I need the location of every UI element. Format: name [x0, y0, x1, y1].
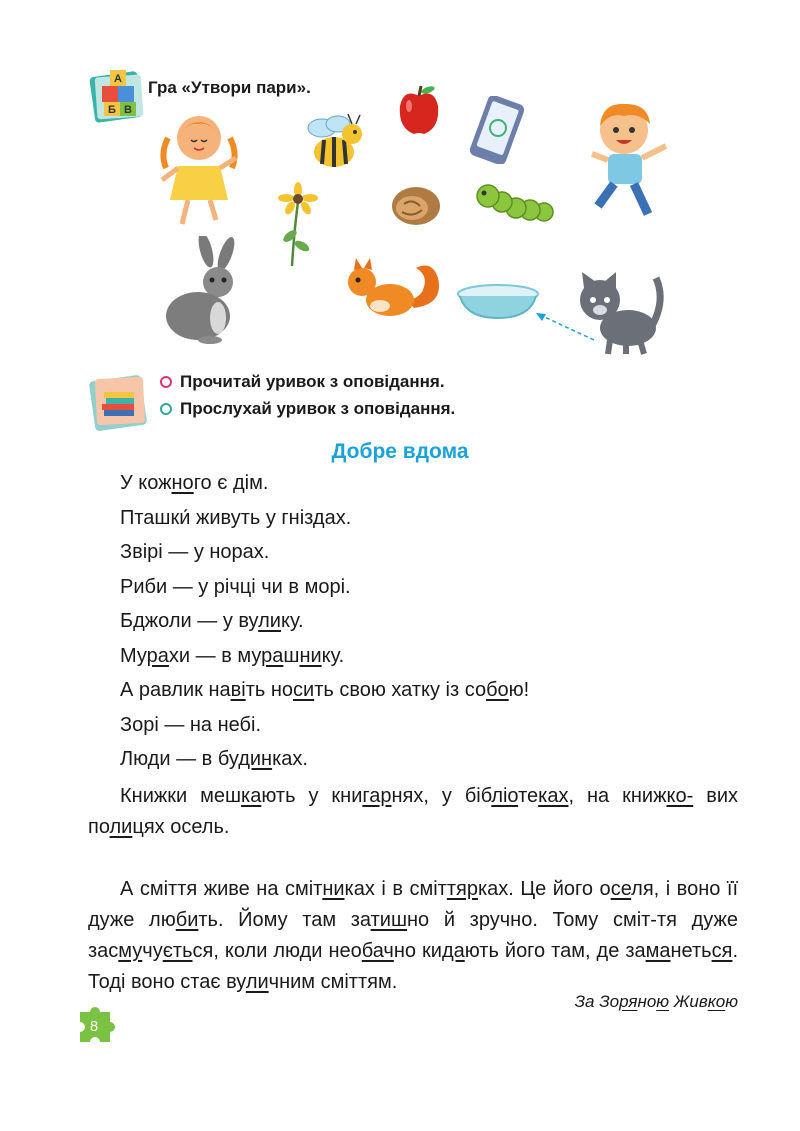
story-line: Звірі — у норах.	[120, 541, 270, 563]
boy-illustration	[588, 96, 670, 218]
story-author: За Зоряною Живкою	[574, 992, 738, 1011]
task-listen	[160, 399, 455, 419]
cat-illustration	[574, 270, 666, 356]
squirrel-illustration	[344, 254, 444, 324]
caterpillar-illustration	[474, 180, 558, 226]
story-line: Мурахи — в мурашнику.	[120, 644, 345, 667]
pink-bullet-icon	[160, 376, 172, 388]
svg-text:В: В	[124, 104, 132, 116]
story-title: Добре вдома	[331, 440, 469, 463]
apple-illustration	[396, 84, 442, 136]
teal-bullet-icon	[160, 403, 172, 415]
page-number: 8	[89, 1018, 99, 1035]
story-line: Люди — в будинках.	[120, 748, 308, 770]
flower-illustration	[276, 182, 328, 268]
story-line: Риби — у річці чи в морі.	[120, 575, 351, 598]
paragraph-trash: А сміття живе на смітниках і в сміттярках. Це його оселя, і воно її дуже любить. Йому там затишно й зручно. Тому сміт-тя дуже засмучується, коли люди необачно кидають його там, де заманеться. Тоді воно стає вуличним сміттям.	[88, 878, 738, 993]
game-title: Гра «Утвори пари».	[148, 78, 311, 97]
task-read	[160, 372, 445, 392]
story-line: Пташки́ живуть у гніздах.	[120, 506, 352, 529]
paragraph-books: Книжки мешкають у книгарнях, у бібліотеках, на книжко- вих полицях осель.	[88, 785, 738, 838]
story-line: Зорі — на небі.	[120, 713, 262, 736]
puzzle-piece-icon	[72, 1002, 118, 1048]
task-listen-text: Прослухай уривок з оповідання.	[180, 399, 456, 418]
phone-illustration	[464, 96, 530, 164]
svg-text:А: А	[114, 73, 122, 85]
rabbit-illustration	[160, 236, 252, 346]
alphabet-blocks-icon	[88, 66, 146, 124]
bowl-illustration	[456, 284, 540, 322]
story-line: У кожного є дім.	[120, 472, 269, 494]
bee-illustration	[300, 112, 366, 176]
story-line: Бджоли — у вулику.	[120, 610, 304, 632]
svg-text:Б: Б	[108, 104, 116, 116]
books-icon	[88, 370, 150, 432]
story-line: А равлик навіть носить свою хатку із собою!	[120, 679, 530, 701]
girl-illustration	[158, 108, 240, 228]
page-number-badge	[72, 1002, 118, 1048]
task-read-text: Прочитай уривок з оповідання.	[180, 372, 445, 391]
walnut-illustration	[390, 184, 442, 228]
